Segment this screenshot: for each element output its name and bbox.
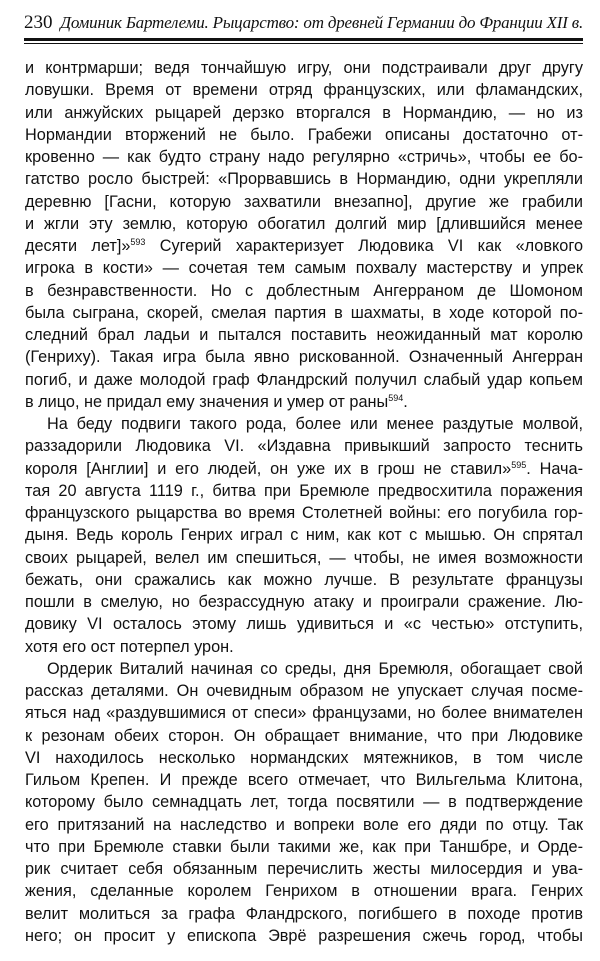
text-line: [25, 791, 583, 813]
text-line: [25, 413, 583, 435]
text-segment: раззадорили Людовика VI. «Издавна привыкший запросто теснить: [25, 437, 583, 456]
text-segment: бежать, они сражались как можно лучше. В результате французы: [25, 570, 583, 589]
text-line: [25, 191, 583, 213]
text-line: [25, 168, 583, 190]
text-segment: пошли в смелую, но безрассудную атаку и проиграли сражение. Лю-: [25, 593, 583, 611]
text-segment: довику VI осталось этому лишь удивиться и «с честью» отступить,: [25, 615, 583, 634]
text-segment: или анжуйских рыцарей дерзко вторгался в Нормандию, — но из: [25, 103, 583, 122]
text-segment: Сугерий характеризует Людовика VI как «ловкого: [145, 237, 584, 255]
text-segment: рассказ деталями. Он очевидным образом не упускает случая посме-: [25, 682, 583, 700]
text-segment: погиб, и даже молодой граф Фландрский получил слабый удар копьем: [25, 370, 583, 389]
text-segment: деревню [Гасни, которую захватили внезапно], другие же грабили: [25, 192, 583, 211]
text-line: [25, 124, 583, 146]
footnote-ref: 593: [130, 237, 146, 247]
text-segment: тая 20 августа 1119 г., битва при Бремюле предвосхитила поражения: [25, 481, 583, 500]
text-segment: десяти лет]»: [25, 237, 131, 255]
text-line: [25, 302, 583, 324]
text-segment: VI находилось несколько нормандских мятежников, в том числе: [25, 748, 583, 767]
text-segment: которому было семнадцать лет, тогда посвятили — в подтверждение: [25, 793, 583, 812]
text-segment: короля [Англии] и его людей, он уже их в грош не ставил»: [25, 459, 512, 478]
text-segment: хотя его ост потерпел урон.: [25, 637, 234, 656]
text-line: [25, 591, 583, 613]
text-line: [25, 636, 583, 658]
text-line: [25, 836, 583, 858]
text-line: [25, 458, 583, 480]
text-line: [25, 146, 583, 168]
text-line: [25, 324, 583, 346]
running-title: Доминик Бартелеми. Рыцарство: от древней Германии до Франции XII в.: [60, 13, 583, 32]
text-line: [25, 925, 583, 947]
text-segment: кровенно — как будто страну надо регулярно «стричь», чтобы ее бо-: [25, 148, 583, 166]
text-line: [25, 747, 583, 769]
text-segment: .: [403, 392, 408, 411]
text-segment: к резонам обеих сторон. Он обращает внимание, что при Людовике: [25, 726, 583, 745]
text-segment: Гильом Крепен. И прежде всего отмечает, что Вильгельма Клитона,: [25, 771, 583, 789]
text-line: [25, 480, 583, 502]
footnote-ref: 594: [388, 392, 404, 403]
text-line: [25, 57, 583, 79]
text-line: [25, 658, 583, 680]
text-segment: гатство росло быстрей: «Прорвавшись в Нормандию, одни укрепляли: [25, 170, 583, 189]
text-segment: своих рыцарей, велел им спешиться, — чтобы, не имея возможности: [25, 548, 583, 567]
text-segment: его притязаний на наследство и вопреки воле его дяди по отцу. Так: [25, 815, 583, 834]
text-line: [25, 391, 583, 413]
text-line: [25, 502, 583, 524]
text-line: [25, 569, 583, 591]
text-line: [25, 903, 583, 925]
text-line: [25, 257, 583, 279]
text-line: [25, 858, 583, 880]
text-segment: жения, сделанные королем Генрихом в отношении врага. Генрих: [25, 882, 583, 901]
text-line: [25, 79, 583, 101]
text-line: [25, 880, 583, 902]
text-segment: в лицо, не придал ему значения и умер от раны: [25, 392, 389, 411]
text-line: [25, 524, 583, 546]
text-segment: игрока в кости» — сочетая тем самым похвалу мастерству и упрек: [25, 259, 583, 278]
text-segment: следний брал ладьи и пытался поставить неожиданный мат королю: [25, 326, 583, 344]
text-line: [25, 547, 583, 569]
header-rule-thin: [24, 43, 583, 44]
text-line: [25, 213, 583, 235]
text-line: [25, 235, 583, 257]
footnote-ref: 595: [511, 459, 527, 470]
text-segment: и жгли эту землю, которую обогатил долгий мир [длившийся менее: [25, 214, 583, 233]
text-line: [25, 369, 583, 391]
text-line: [25, 769, 583, 791]
text-line: [25, 102, 583, 124]
text-line: [25, 725, 583, 747]
text-segment: Нормандии вторжений не было. Грабежи описаны достаточно от-: [25, 125, 583, 144]
text-segment: . Нача-: [526, 459, 583, 478]
header-rule-thick: [24, 38, 583, 41]
text-segment: французского рыцарства во время Столетней войны: его погубила гор-: [25, 504, 583, 522]
text-line: [25, 814, 583, 836]
running-header: [24, 12, 583, 36]
text-line: [25, 280, 583, 302]
text-line: [25, 346, 583, 368]
text-segment: в безнравственности. Но с доблестным Ангерраном де Шомоном: [25, 281, 583, 300]
text-line: [25, 702, 583, 724]
page-number: 230: [24, 12, 53, 33]
text-line: [25, 613, 583, 635]
text-segment: (Генриху). Такая игра была явно рискованной. Означенный Ангерран: [25, 348, 583, 367]
text-segment: и контрмарши; ведя тончайшую игру, они подстраивали друг другу: [25, 59, 583, 77]
text-segment: дыня. Ведь король Генрих играл с ним, как кот с мышью. Он спрятал: [25, 526, 583, 545]
text-segment: велит молиться за графа Фландрского, погибшего в походе против: [25, 904, 583, 923]
text-segment: ловушки. Время от времени отряд французских, или фламандских,: [25, 81, 583, 100]
text-segment: Ордерик Виталий начиная со среды, дня Бремюля, обогащает свой: [47, 659, 583, 678]
text-segment: На беду подвиги такого рода, более или менее раздутые молвой,: [47, 415, 583, 433]
text-segment: что при Бремюле ставки были такими же, как при Таншбре, и Орде-: [25, 837, 583, 856]
text-segment: него; он просит у епископа Эврё разрешения сжечь город, чтобы: [25, 926, 583, 945]
text-line: [25, 435, 583, 457]
text-segment: была сыграна, скорей, смелая партия в шахматы, в ходе которой по-: [25, 303, 583, 322]
text-line: [25, 680, 583, 702]
text-segment: яться над «раздувшимися от спеси» французами, но более внимателен: [25, 704, 583, 723]
body-text: [25, 57, 583, 947]
text-segment: рик считает себя обязанным перечислить жесты милосердия и ува-: [25, 860, 583, 878]
